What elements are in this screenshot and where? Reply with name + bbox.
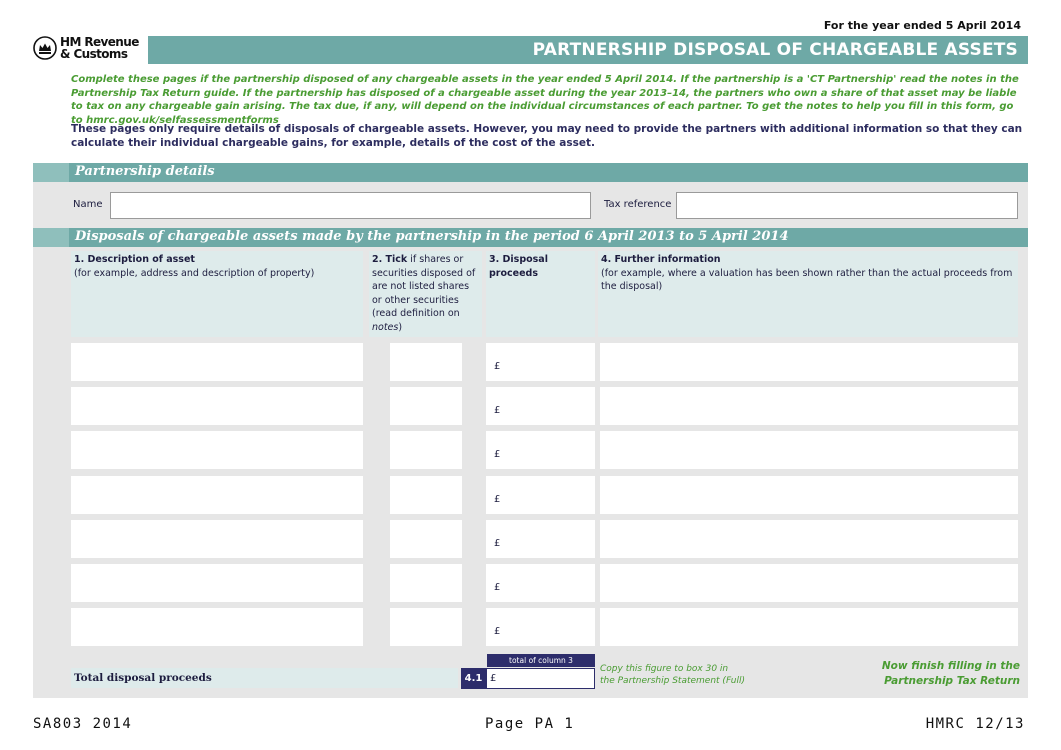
partnership-details-header xyxy=(33,163,1028,182)
footer-form-code: SA803 2014 xyxy=(33,716,133,732)
asset-description-field[interactable] xyxy=(71,476,363,514)
currency-symbol: £ xyxy=(494,582,501,593)
total-label-bar xyxy=(71,668,458,688)
form-title-bar xyxy=(148,36,1028,64)
currency-symbol: £ xyxy=(494,449,501,460)
tick-box[interactable] xyxy=(390,343,462,381)
disposal-proceeds-field[interactable] xyxy=(486,387,595,425)
tick-box[interactable] xyxy=(390,608,462,646)
col3-header xyxy=(486,251,595,337)
further-information-field[interactable] xyxy=(600,431,1018,469)
copy-instruction xyxy=(600,663,745,687)
total-proceeds-field[interactable] xyxy=(486,668,595,689)
tax-reference-label: Tax reference xyxy=(604,199,672,210)
col1-header xyxy=(71,251,363,337)
disposal-proceeds-field[interactable] xyxy=(486,520,595,558)
logo-line2: & Customs xyxy=(60,47,128,61)
total-disposal-proceeds-label: Total disposal proceeds xyxy=(74,672,212,684)
col4-subtitle: (for example, where a valuation has been shown rather than the actual proceeds from the disposal) xyxy=(601,267,1013,292)
further-information-field[interactable] xyxy=(600,608,1018,646)
col1-title: 1. Description of asset xyxy=(74,254,195,265)
disposal-proceeds-field[interactable] xyxy=(486,343,595,381)
currency-symbol: £ xyxy=(494,538,501,549)
notes-link[interactable]: hmrc.gov.uk/selfassessmentforms xyxy=(86,114,279,126)
col4-title: 4. Further information xyxy=(601,254,721,265)
asset-description-field[interactable] xyxy=(71,608,363,646)
asset-description-field[interactable] xyxy=(71,564,363,602)
tick-box[interactable] xyxy=(390,476,462,514)
currency-symbol: £ xyxy=(494,361,501,372)
total-currency-symbol: £ xyxy=(490,673,497,684)
col1-subtitle: (for example, address and description of property) xyxy=(74,267,315,279)
asset-description-field[interactable] xyxy=(71,387,363,425)
disposals-title: Disposals of chargeable assets made by the partnership in the period 6 April 2013 to 5 April 2014 xyxy=(75,229,789,244)
col2-title: 2. Tick xyxy=(372,254,408,265)
tick-box[interactable] xyxy=(390,564,462,602)
col4-header xyxy=(598,251,1018,337)
col2-header xyxy=(369,251,482,337)
col2-subtitle: if shares or securities disposed of are not listed shares or other securities (read definition on xyxy=(372,254,476,319)
tick-box[interactable] xyxy=(390,387,462,425)
disposals-header xyxy=(33,228,1028,247)
finish-line1: Now finish filling in the xyxy=(881,660,1020,672)
currency-symbol: £ xyxy=(494,405,501,416)
copy-line2: the Partnership Statement (Full) xyxy=(600,676,745,686)
intro-green-text: Complete these pages if the partnership disposed of any chargeable assets in the year ended 5 April 2014. If the partnership is a 'CT Partnership' read the notes in the Partnership Tax Return guide. If the partnership has disposed of a chargeable asset during the year 2013–14, the partners who own a share of that asset may be liable to tax on any chargeable gain arising. The tax due, if any, will depend on the individual circumstances of each partner. To get the notes to help you fill in this form, go to xyxy=(71,74,1019,126)
crown-crest-icon xyxy=(33,36,57,60)
col2-subtitle-end: ) xyxy=(398,321,403,333)
col2-notes-word: notes xyxy=(372,321,399,333)
total-caption: total of column 3 xyxy=(487,654,595,667)
asset-description-field[interactable] xyxy=(71,431,363,469)
tick-box[interactable] xyxy=(390,520,462,558)
further-information-field[interactable] xyxy=(600,476,1018,514)
finish-line2: Partnership Tax Return xyxy=(884,674,1020,687)
section-lead-block xyxy=(33,228,69,247)
name-field[interactable] xyxy=(110,192,591,219)
disposal-proceeds-field[interactable] xyxy=(486,431,595,469)
name-label: Name xyxy=(73,199,103,210)
further-information-field[interactable] xyxy=(600,564,1018,602)
col3-title: 3. Disposal proceeds xyxy=(489,254,548,279)
hmrc-logo xyxy=(33,34,143,66)
tick-box[interactable] xyxy=(390,431,462,469)
intro-note: These pages only require details of disposals of chargeable assets. However, you may need to provide the partners with additional information so that they can calculate their individual chargeable gains, for example, details of the cost of the asset. xyxy=(71,123,1023,149)
footer-page-number: Page PA 1 xyxy=(485,716,575,732)
tax-year-text: For the year ended 5 April 2014 xyxy=(823,19,1021,32)
form-title: PARTNERSHIP DISPOSAL OF CHARGEABLE ASSETS xyxy=(532,40,1018,60)
partnership-details-title: Partnership details xyxy=(75,164,215,179)
disposal-proceeds-field[interactable] xyxy=(486,564,595,602)
disposal-proceeds-field[interactable] xyxy=(486,608,595,646)
tax-reference-field[interactable] xyxy=(676,192,1018,219)
currency-symbol: £ xyxy=(494,626,501,637)
intro-instructions xyxy=(71,73,1026,127)
currency-symbol: £ xyxy=(494,494,501,505)
further-information-field[interactable] xyxy=(600,343,1018,381)
finish-instruction xyxy=(882,659,1020,688)
logo-line1: HM Revenue xyxy=(60,35,139,49)
section-lead-block xyxy=(33,163,69,182)
further-information-field[interactable] xyxy=(600,520,1018,558)
asset-description-field[interactable] xyxy=(71,343,363,381)
box-number-4-1: 4.1 xyxy=(461,668,486,689)
footer-version: HMRC 12/13 xyxy=(925,716,1025,732)
further-information-field[interactable] xyxy=(600,387,1018,425)
disposal-proceeds-field[interactable] xyxy=(486,476,595,514)
asset-description-field[interactable] xyxy=(71,520,363,558)
copy-line1: Copy this figure to box 30 in xyxy=(600,664,729,674)
